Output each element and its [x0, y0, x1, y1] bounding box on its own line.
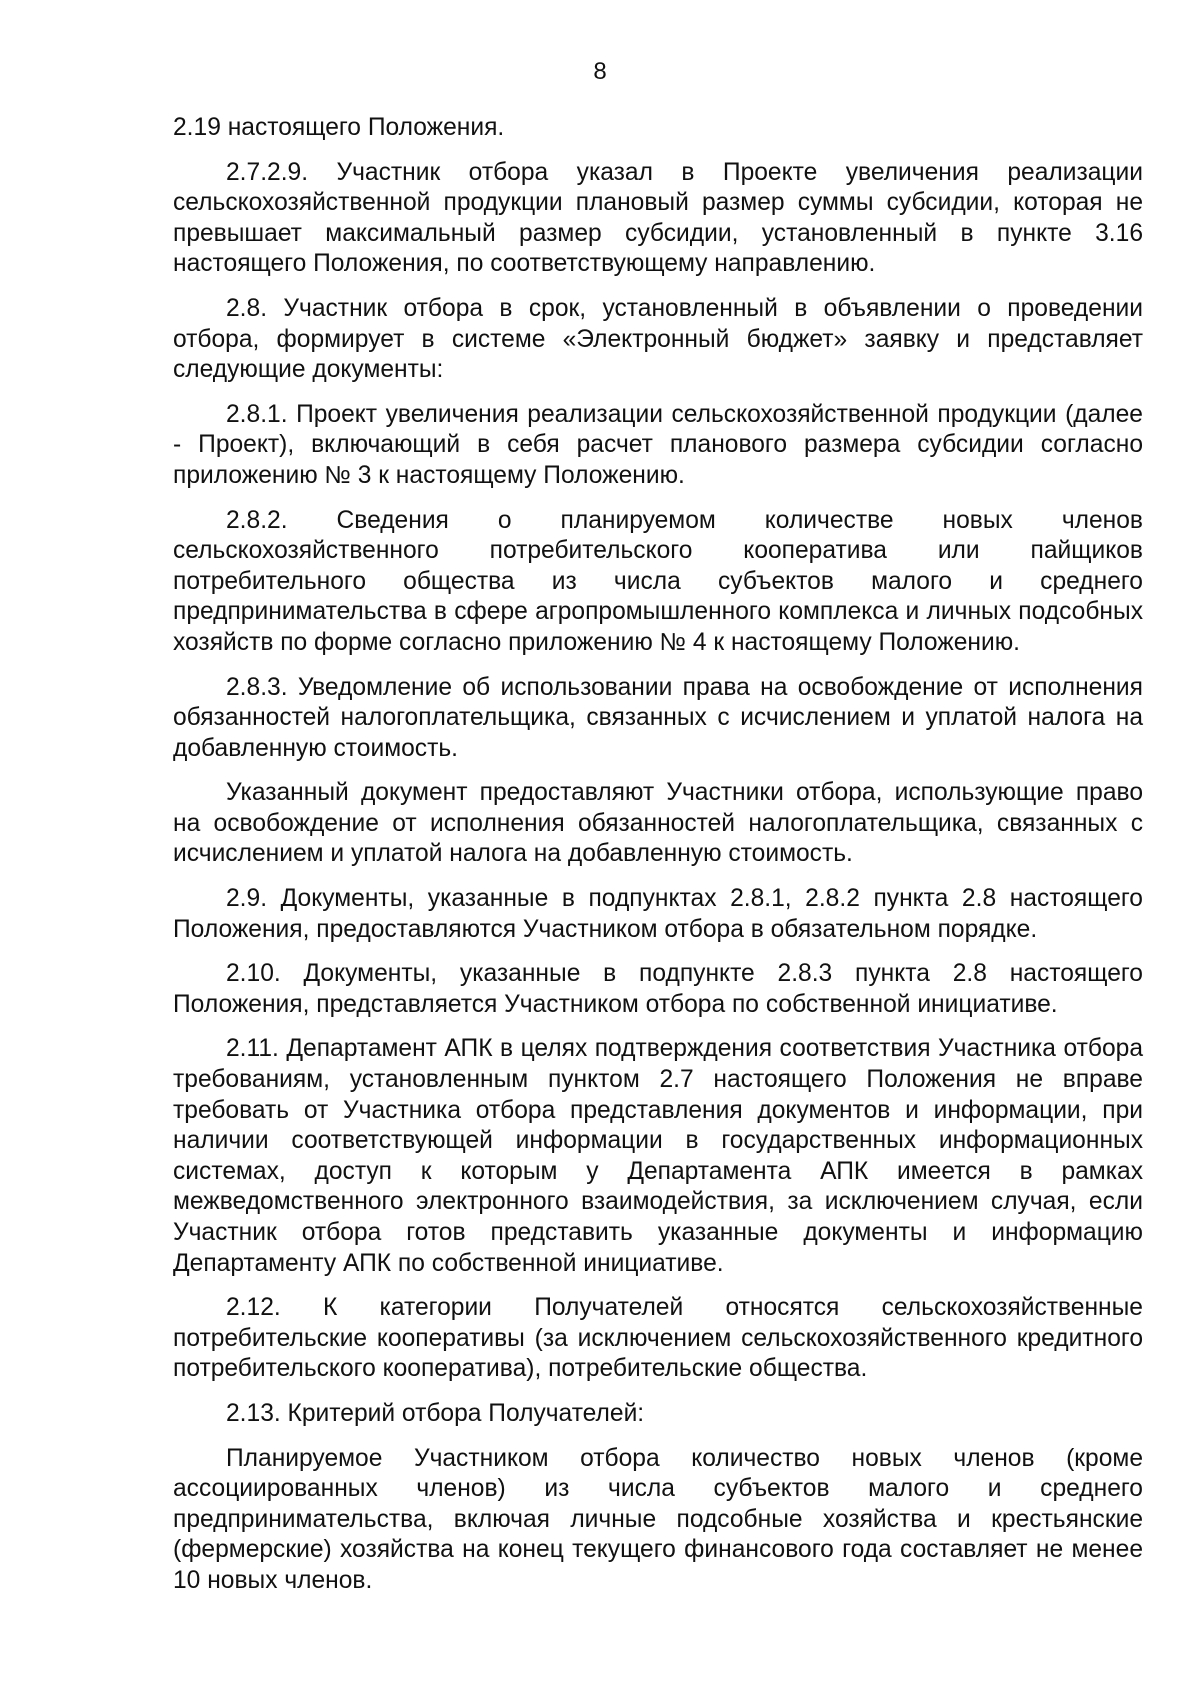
paragraph-2-8-2: 2.8.2. Сведения о планируемом количестве новых членов сельскохозяйственного потребительского кооператива или пайщиков потребительного общества из числа субъектов малого и среднего предпринимательства в сфере агропромышленного комплекса и личных подсобных хозяйств по форме согласно приложению № 4 к настоящему Положению. [173, 506, 1143, 656]
paragraph-2-12: 2.12. К категории Получателей относятся сельскохозяйственные потребительские кооперативы (за исключением сельскохозяйственного кредитного потребительского кооператива), потребительские общества. [173, 1294, 1143, 1383]
paragraph-continuation: 2.19 настоящего Положения. [173, 114, 505, 141]
paragraph-2-11: 2.11. Департамент АПК в целях подтверждения соответствия Участника отбора требованиям, установленным пунктом 2.7 настоящего Положения не вправе требовать от Участника отбора представления документов и информации, при наличии соответствующей информации в государственных информационных системах, доступ к которым у Департамента АПК имеется в рамках межведомственного электронного взаимодействия, за исключением случая, если Участник отбора готов представить указанные документы и информацию Департаменту АПК по собственной инициативе. [173, 1035, 1143, 1277]
page-number: 8 [593, 58, 607, 85]
paragraph-2-13: 2.13. Критерий отбора Получателей: [226, 1399, 645, 1427]
paragraph-2-8-3-note: Указанный документ предоставляют Участники отбора, использующие право на освобождение от исполнения обязанностей налогоплательщика, связанных с исчислением и уплатой налога на добавленную стоимость. [173, 779, 1143, 868]
paragraph-2-8-1: 2.8.1. Проект увеличения реализации сельскохозяйственной продукции (далее - Проект), включающий в себя расчет планового размера субсидии согласно приложению № 3 к настоящему Положению. [173, 400, 1143, 489]
document-body [173, 113, 1143, 1611]
paragraph-2-13-criterion: Планируемое Участником отбора количество новых членов (кроме ассоциированных членов) из числа субъектов малого и среднего предпринимательства, включая личные подсобные хозяйства и крестьянские (фермерские) хозяйства на конец текущего финансового года составляет не менее 10 новых членов. [173, 1444, 1143, 1594]
paragraph-2-7-2-9: 2.7.2.9. Участник отбора указал в Проекте увеличения реализации сельскохозяйственной продукции плановый размер суммы субсидии, которая не превышает максимальный размер субсидии, установленный в пункте 3.16 настоящего Положения, по соответствующему направлению. [173, 158, 1143, 278]
paragraph-2-10: 2.10. Документы, указанные в подпункте 2.8.3 пункта 2.8 настоящего Положения, представляется Участником отбора по собственной инициативе. [173, 960, 1143, 1018]
paragraph-2-8-3: 2.8.3. Уведомление об использовании права на освобождение от исполнения обязанностей налогоплательщика, связанных с исчислением и уплатой налога на добавленную стоимость. [173, 673, 1143, 762]
paragraph-2-9: 2.9. Документы, указанные в подпунктах 2.8.1, 2.8.2 пункта 2.8 настоящего Положения, предоставляются Участником отбора в обязательном порядке. [173, 885, 1143, 943]
paragraph-2-8: 2.8. Участник отбора в срок, установленный в объявлении о проведении отбора, формирует в системе «Электронный бюджет» заявку и представляет следующие документы: [173, 294, 1143, 384]
